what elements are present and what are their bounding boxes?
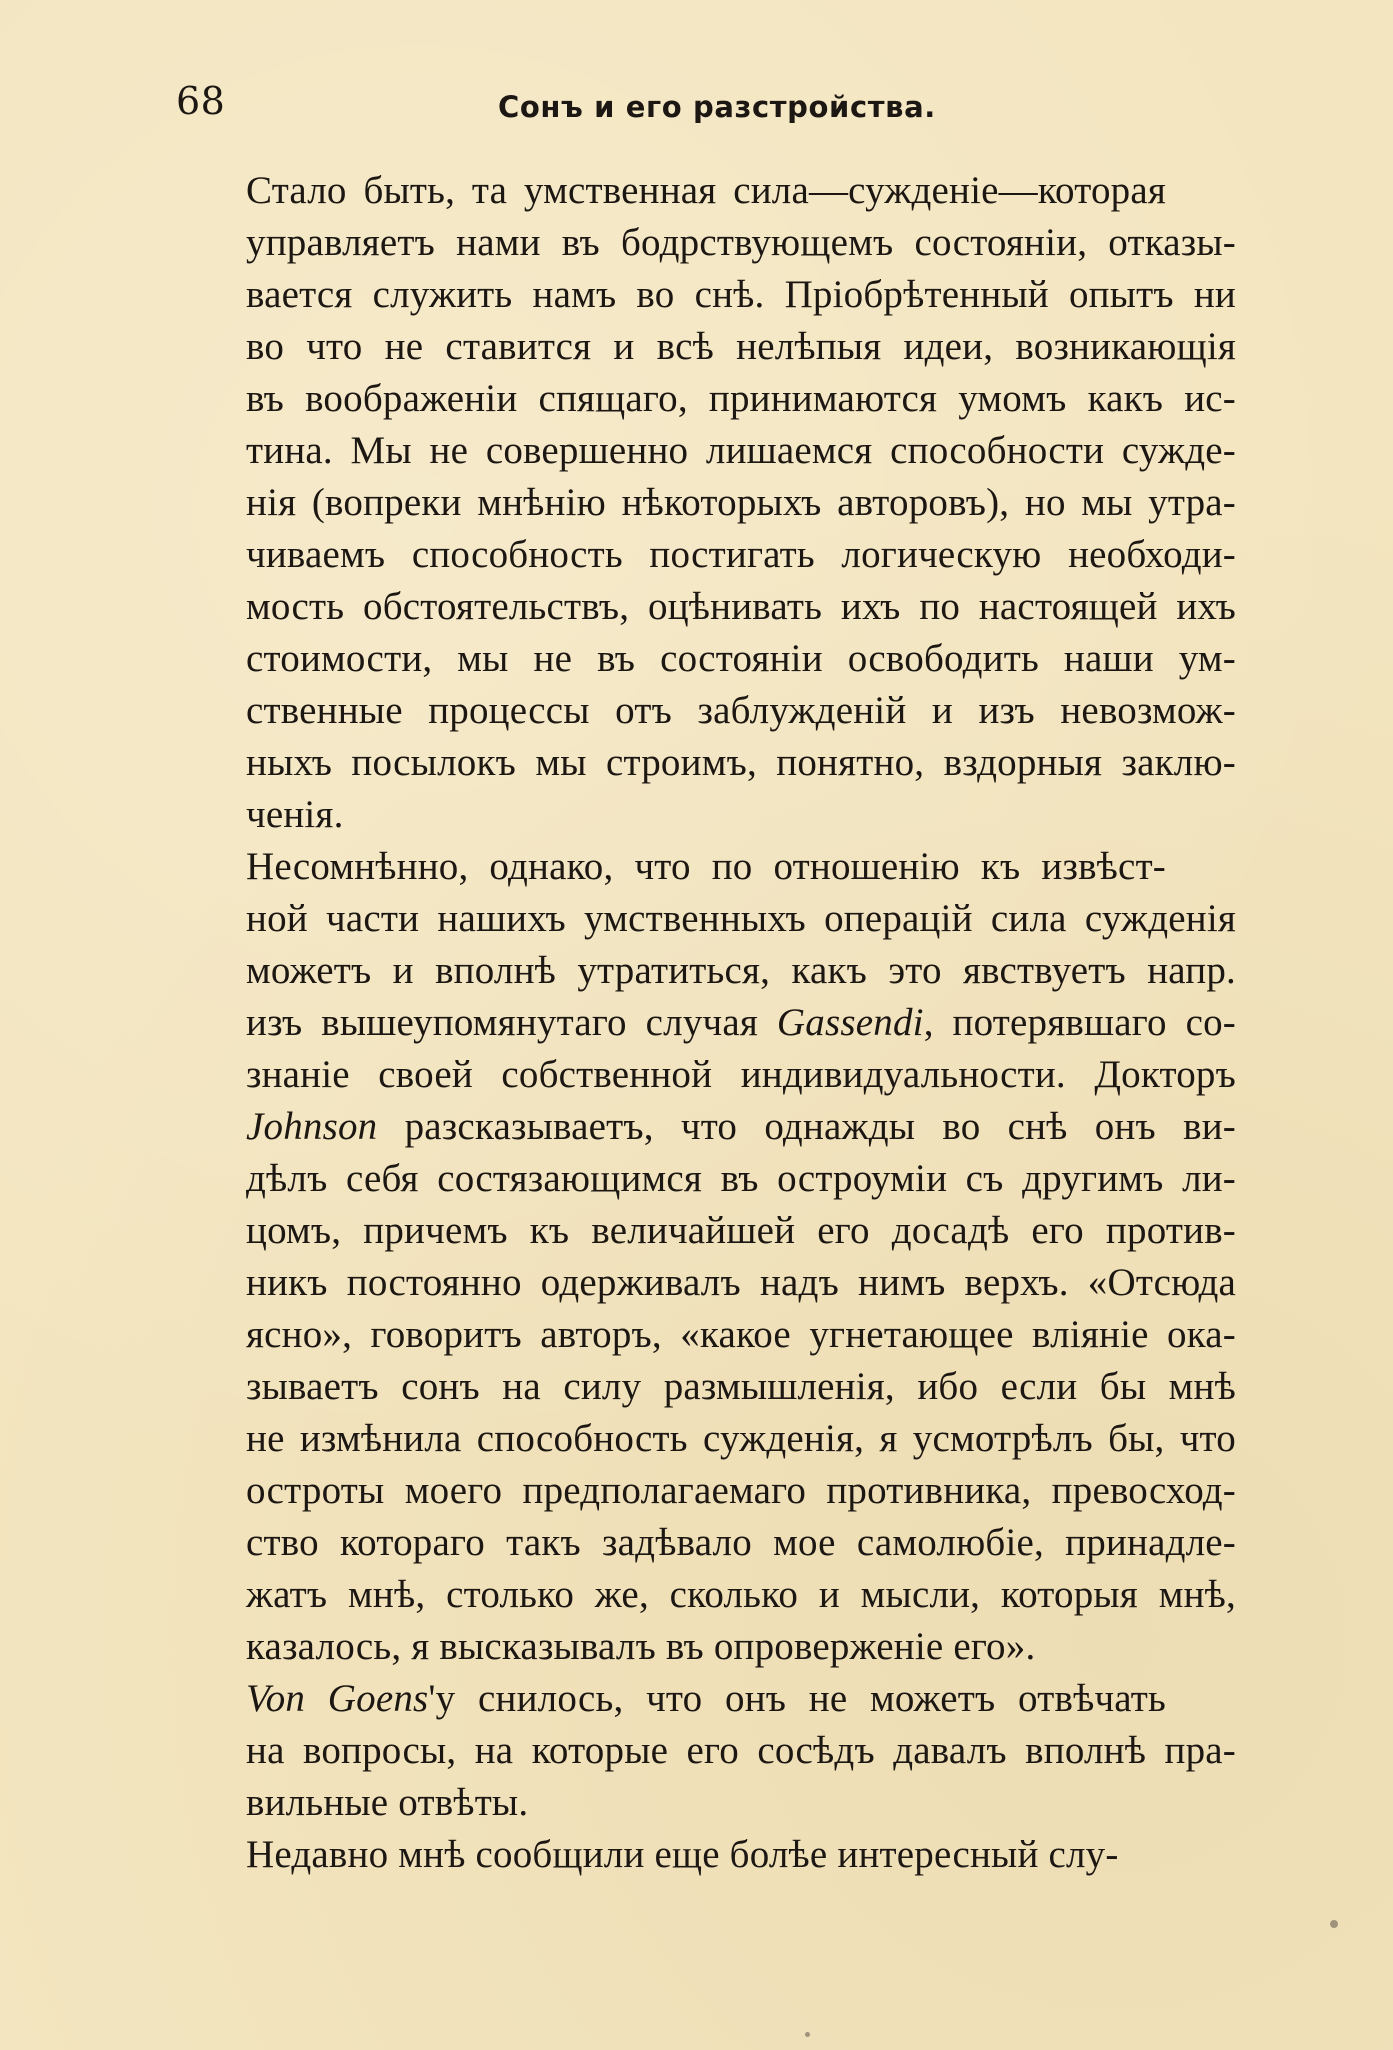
text-line: вается служить намъ во снѣ. Пріобрѣтенный опытъ ни [246,273,1236,316]
text-line: жатъ мнѣ, столько же, сколько и мысли, которыя мнѣ, [246,1573,1236,1616]
text-line: тина. Мы не совершенно лишаемся способности сужде- [246,429,1236,472]
paragraph-4 [176,1829,1236,1881]
text-line: стоимости, мы не въ состояніи освободить наши ум- [246,637,1236,680]
text-line: Стало быть, та умственная сила—сужденіе—которая [246,169,1166,212]
text-line: ство котораго такъ задѣвало мое самолюбіе, принадле- [246,1521,1236,1564]
text-line: Von Goens'у снилось, что онъ не можетъ отвѣчать [246,1677,1166,1720]
text-line: нія (вопреки мнѣнію нѣкоторыхъ авторовъ), но мы утра- [246,481,1236,524]
text-line: Johnson разсказываетъ, что однажды во снѣ онъ ви- [246,1105,1236,1148]
text-line: казалось, я высказывалъ въ опроверженіе его». [246,1625,1036,1668]
person-name: Johnson [246,1105,378,1148]
text-line: ственные процессы отъ заблужденій и изъ невозмож- [246,689,1236,732]
text-line: знаніе своей собственной индивидуальности. Докторъ [246,1053,1236,1096]
text-line: ной части нашихъ умственныхъ операцій сила сужденія [246,897,1236,940]
text-line: Недавно мнѣ сообщили еще болѣе интересный слу- [246,1833,1119,1876]
text-line: управляетъ нами въ бодрствующемъ состояніи, отказы- [246,221,1236,264]
page-number: 68 [176,79,226,123]
text-line: изъ вышеупомянутаго случая Gassendi, потерявшаго со- [246,1001,1236,1044]
text-line: Несомнѣнно, однако, что по отношенію къ извѣст- [246,845,1166,888]
running-title: Сонъ и его разстройства. [498,90,936,124]
person-name: Gassendi [776,1001,924,1044]
text-line: во что не ставится и всѣ нелѣпыя идеи, возникающія [246,325,1236,368]
text-line: вильные отвѣты. [246,1781,529,1824]
text-line: не измѣнила способность сужденія, я усмотрѣлъ бы, что [246,1417,1236,1460]
text-line: можетъ и вполнѣ утратиться, какъ это явствуетъ напр. [246,949,1236,992]
text-line: на вопросы, на которые его сосѣдъ давалъ вполнѣ пра- [246,1729,1236,1772]
text-line: остроты моего предполагаемаго противника, превосход- [246,1469,1236,1512]
text-line: чиваемъ способность постигать логическую необходи- [246,533,1236,576]
body-text [176,165,1236,1881]
page-header [176,79,1236,134]
text-line: ченія. [246,793,344,836]
text-line: ныхъ посылокъ мы строимъ, понятно, вздорныя заклю- [246,741,1236,784]
speck-mark [805,2032,810,2037]
text-line: зываетъ сонъ на силу размышленія, ибо если бы мнѣ [246,1365,1236,1408]
paragraph-2 [176,841,1236,1673]
text-line: ясно», говоритъ авторъ, «какое угнетающее вліяніе ока- [246,1313,1236,1356]
paragraph-1 [176,165,1236,841]
person-name: Von Goens [246,1677,429,1720]
text-line: дѣлъ себя состязающимся въ остроуміи съ другимъ ли- [246,1157,1236,1200]
text-line: мость обстоятельствъ, оцѣнивать ихъ по настоящей ихъ [246,585,1236,628]
paragraph-3 [176,1673,1236,1829]
text-line: никъ постоянно одерживалъ надъ нимъ верхъ. «Отсюда [246,1261,1236,1304]
text-line: въ воображеніи спящаго, принимаются умомъ какъ ис- [246,377,1236,420]
speck-mark [1330,1920,1338,1928]
text-line: цомъ, причемъ къ величайшей его досадѣ его против- [246,1209,1236,1252]
